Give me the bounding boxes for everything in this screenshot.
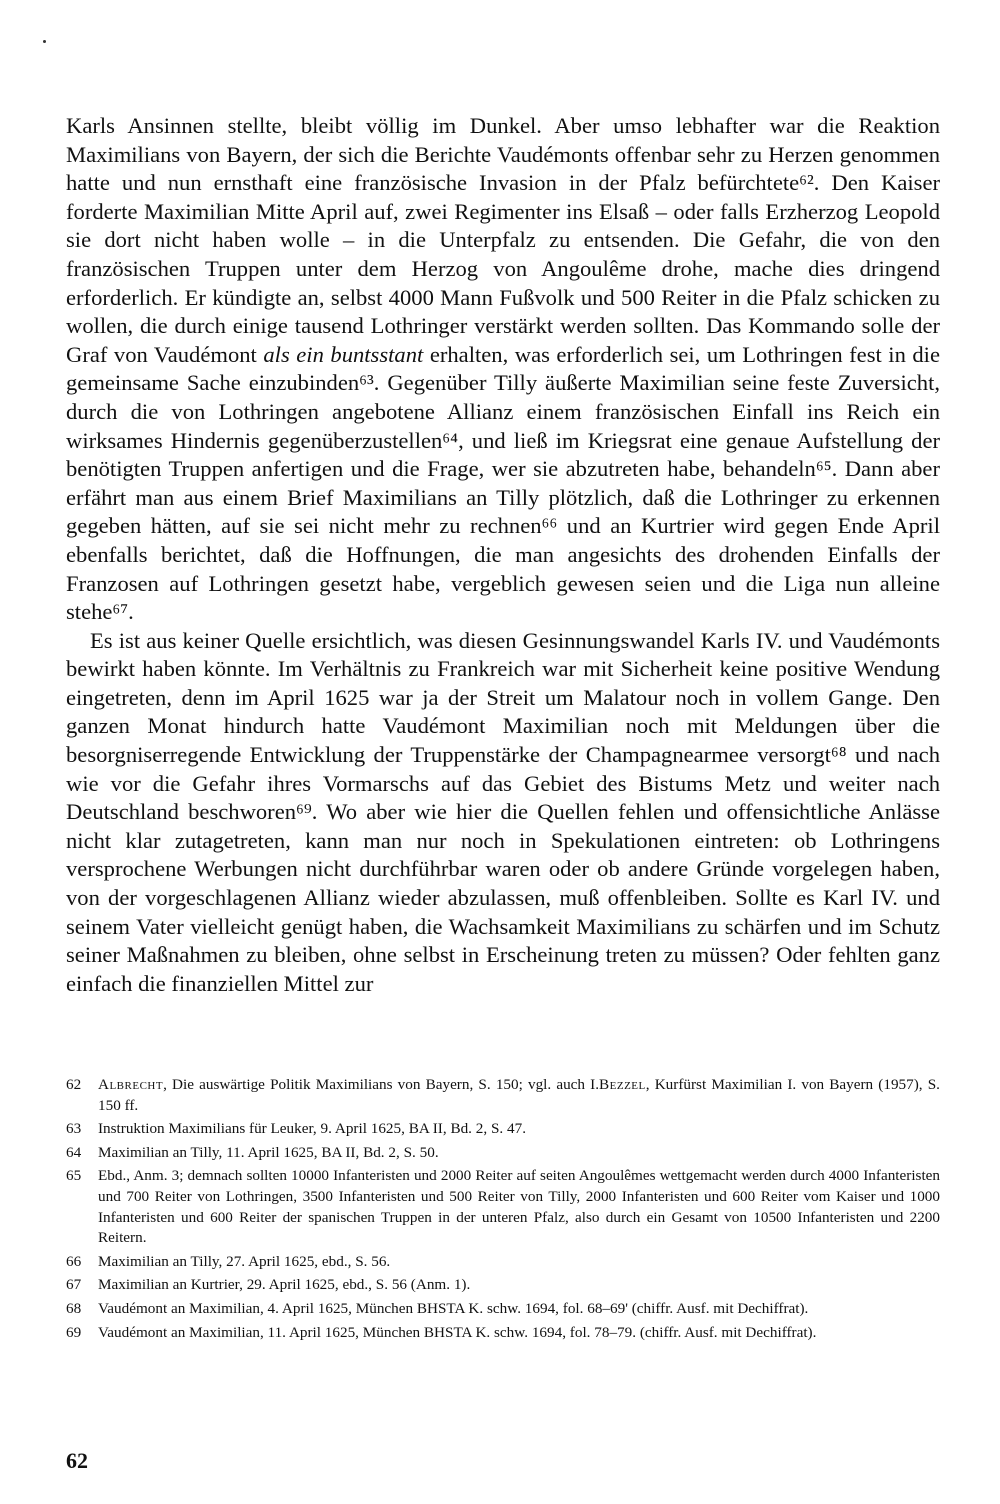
- footnote-text: Maximilian an Tilly, 27. April 1625, ebd., S. 56.: [98, 1252, 391, 1270]
- footnote-number: 63: [66, 1120, 82, 1138]
- footnote-number: 67: [66, 1276, 82, 1294]
- footnote-number: 65: [66, 1167, 82, 1185]
- footnote-text: , Kurfürst Maximilian I. von Bayern (1957), S. 150 ff.: [98, 1076, 940, 1114]
- footnote-number: 64: [66, 1143, 82, 1161]
- paragraph: Es ist aus keiner Quelle ersichtlich, was diesen Gesinnungswandel Karls IV. und Vaudémonts bewirkt haben könnte. Im Verhältnis zu Frankreich war mit Sicherheit keine positive Wendung eingetreten, denn im April 1625 war ja der Streit um Malatour noch in vollem Gange. Den ganzen Monat hindurch hatte Vaudémont Maximilian noch mit Meldungen über die besorgniserregende Entwicklung der Truppenstärke der Champagnearmee versorgt⁶⁸ und nach wie vor die Gefahr ihres Vormarschs auf das Gebiet des Bistums Metz und weiter nach Deutschland beschworen⁶⁹. Wo aber wie hier die Quellen fehlen und offensichtliche Anlässe nicht klar zutagetreten, kann man nur noch in Spekulationen eintreten: ob Lothringens versprochene Werbungen nicht durchführbar waren oder ob andere Gründe vorgelegen haben, von der vorgeschlagenen Allianz wieder abzulassen, muß offenbleiben. Sollte es Karl IV. und seinem Vater vielleicht genügt haben, die Wachsamkeit Maximilians zu schärfen und im Schutz seiner Maßnahmen zu bleiben, ohne selbst in Erscheinung treten zu müssen? Oder fehlten ganz einfach die finanziellen Mittel zur: [66, 627, 940, 996]
- footnote: [66, 1275, 940, 1296]
- footnote-text: Maximilian an Kurtrier, 29. April 1625, ebd., S. 56 (Anm. 1).: [98, 1276, 471, 1294]
- footnote: [66, 1166, 940, 1248]
- footnote-text: , Die auswärtige Politik Maximilians von Bayern, S. 150; vgl. auch I.: [163, 1076, 600, 1093]
- footnotes: [66, 1075, 940, 1346]
- paragraph-text: erhalten, was erforderlich sei, um Lothringen fest in die gemeinsame Sache einzubinden⁶³. Gegenüber Tilly äußerte Maximilian seine feste Zuversicht, durch die von Lothringen angebotene Allianz einem französischen Einfall ins Reich ein wirksames Hindernis gegenüberzustellen⁶⁴, und ließ im Kriegsrat eine genaue Aufstellung der benötigten Truppen anfertigen und die Frage, wer sie abzutreten habe, behandeln⁶⁵. Dann aber erfährt man aus einem Brief Maximilians an Tilly plötzlich, daß die Lothringer zu erkennen gegeben hätten, auf sie sei nicht mehr zu rechnen⁶⁶ und an Kurtrier wird gegen Ende April ebenfalls berichtet, daß die Hoffnungen, die man angesichts des drohenden Einfalls der Franzosen auf Lothringen gesetzt habe, vergeblich gewesen seien und die Liga nun alleine stehe⁶⁷.: [66, 341, 940, 625]
- footnote: [66, 1323, 940, 1344]
- footnote-text: Maximilian an Tilly, 11. April 1625, BA II, Bd. 2, S. 50.: [98, 1143, 439, 1161]
- footnote-text: Instruktion Maximilians für Leuker, 9. April 1625, BA II, Bd. 2, S. 47.: [98, 1120, 526, 1138]
- footnote: [66, 1299, 940, 1320]
- footnote-text: Vaudémont an Maximilian, 11. April 1625, München BHSTA K. schw. 1694, fol. 78–79. (chiffr. Ausf. mit Dechiffrat).: [98, 1323, 817, 1341]
- footnote-author: Albrecht: [98, 1076, 164, 1093]
- footnote-number: 69: [66, 1323, 82, 1341]
- footnote-number: 68: [66, 1299, 82, 1317]
- footnote-text: Ebd., Anm. 3; demnach sollten 10000 Infanteristen und 2000 Reiter auf seiten Angoulêmes wettgemacht werden durch 4000 Infanteristen und 700 Reiter von Lothringen, 3500 Infanteristen und 500 Reiter von Tilly, 2000 Infanteristen und 600 Reiter vom Kaiser und 1000 Infanteristen und 600 Reiter der spanischen Truppen in der unteren Pfalz, also durch ein Gesamt von 10500 Infanteristen und 2200 Reitern.: [98, 1167, 940, 1247]
- italic-phrase: als ein buntsstant: [263, 341, 424, 367]
- footnote-number: 62: [66, 1076, 82, 1093]
- scan-speck: [43, 40, 46, 43]
- footnote-author: Bezzel: [599, 1076, 646, 1093]
- footnote-number: 66: [66, 1252, 82, 1270]
- main-text: [66, 112, 940, 998]
- footnote-text: Vaudémont an Maximilian, 4. April 1625, München BHSTA K. schw. 1694, fol. 68–69' (chiffr. Ausf. mit Dechiffrat).: [98, 1299, 809, 1317]
- footnote: [66, 1075, 940, 1116]
- footnote: [66, 1119, 940, 1140]
- paragraph-text: Karls Ansinnen stellte, bleibt völlig im Dunkel. Aber umso lebhafter war die Reaktion Maximilians von Bayern, der sich die Berichte Vaudémonts offenbar sehr zu Herzen genommen hatte und nun ernsthaft eine französische Invasion in der Pfalz befürchtete⁶². Den Kaiser forderte Maximilian Mitte April auf, zwei Regimenter ins Elsaß – oder falls Erzherzog Leopold sie dort nicht haben wolle – in die Unterpfalz zu entsenden. Die Gefahr, die von den französischen Truppen unter dem Herzog von Angoulême drohe, mache dies dringend erforderlich. Er kündigte an, selbst 4000 Mann Fußvolk und 500 Reiter in die Pfalz schicken zu wollen, die durch einige tausend Lothringer verstärkt werden sollten. Das Kommando solle der Graf von Vaudémont: [66, 113, 940, 367]
- paragraph: [66, 112, 940, 627]
- page-number: 62: [66, 1448, 88, 1473]
- footnote: [66, 1252, 940, 1273]
- footnote: [66, 1143, 940, 1164]
